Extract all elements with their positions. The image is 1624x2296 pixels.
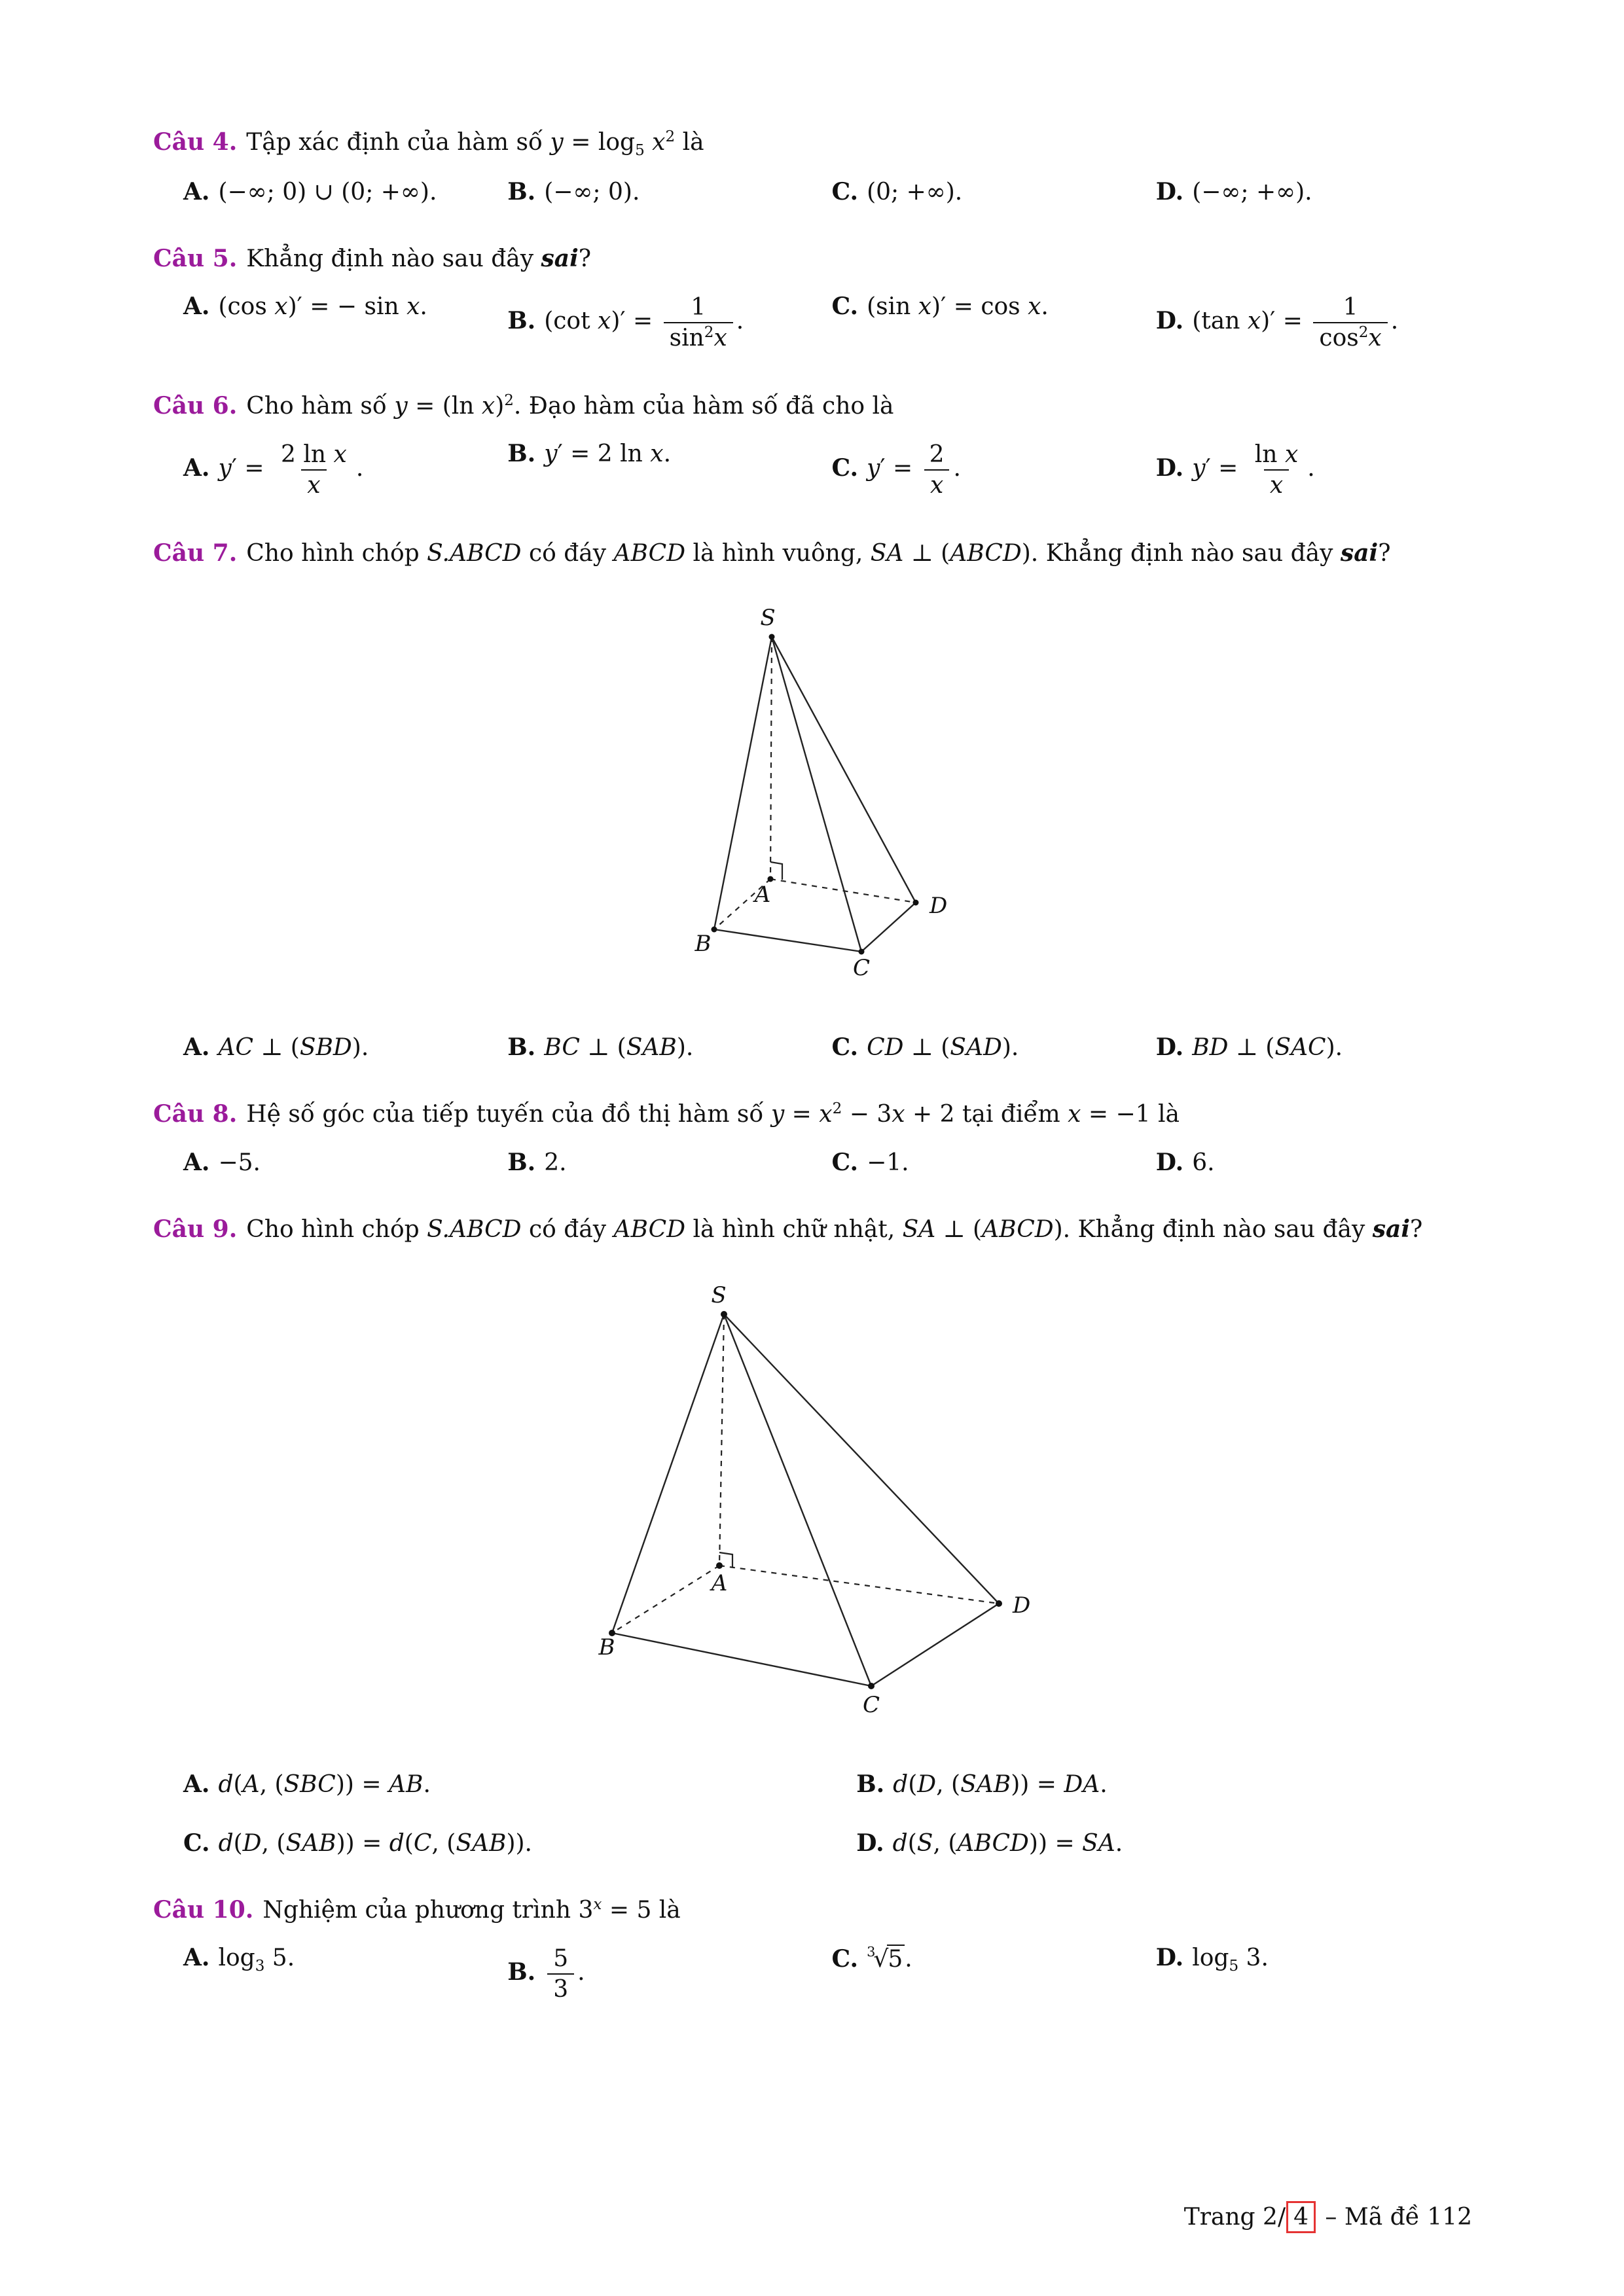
option-body: 2. [544, 1149, 567, 1176]
option-letter: C. [831, 177, 859, 206]
question-9-statement: Cho hình chóp S.ABCD có đáy ABCD là hình chữ nhật, SA ⊥ (ABCD). Khẳng định nào sau đây sai? [246, 1215, 1423, 1243]
question-10-option-c [832, 1944, 1149, 1973]
option-body: BD ⊥ (SAC). [1192, 1034, 1343, 1062]
question-8-text [153, 1095, 1473, 1134]
question-4-statement: Tập xác định của hàm số $y = \log_5 x^2$ là [246, 128, 704, 160]
question-4-text [153, 123, 1473, 164]
option-body: $^3$√5. [867, 1944, 912, 1973]
pyramid-edges-solid [612, 1314, 999, 1686]
question-8-statement: Hệ số góc của tiếp tuyến của đồ thị hàm số $y = x^2 - 3x + 2$ tại điểm x = −1 là [246, 1100, 1180, 1128]
question-10-options [183, 1944, 1473, 2004]
vertex-label-b: B [695, 931, 711, 958]
question-10-label: Câu 10. [153, 1896, 254, 1924]
question-6-text [153, 387, 1473, 425]
vertex-label-a: A [754, 882, 770, 908]
question-9-option-c [183, 1829, 850, 1857]
question-5 [153, 240, 1473, 353]
question-8-option-a [183, 1149, 501, 1176]
option-body: $\log_5 3$. [1192, 1945, 1269, 1975]
question-7-label: Câu 7. [153, 539, 238, 567]
question-5-option-c [832, 293, 1149, 320]
question-6-option-d [1156, 440, 1473, 500]
option-letter: C. [831, 1033, 859, 1062]
question-7-option-c [832, 1033, 1149, 1061]
vertex-label-c: C [852, 955, 870, 982]
option-letter: A. [183, 1148, 210, 1176]
question-6-option-b [507, 440, 825, 467]
question-8-option-d [1156, 1149, 1473, 1176]
vertex-dot-d [912, 900, 918, 906]
option-letter: B. [507, 1958, 536, 1986]
option-letter: D. [1155, 306, 1184, 334]
vertex-label-a: A [711, 1570, 727, 1597]
edge-cd [861, 903, 916, 952]
edge-cd [871, 1604, 999, 1686]
option-letter: A. [183, 1033, 210, 1062]
pyramid-figure-rectangle-base [153, 1284, 1473, 1727]
question-5-label: Câu 5. [153, 244, 238, 272]
option-body: 6. [1192, 1149, 1215, 1176]
question-10-statement: Nghiệm của phương trình $3^x = 5$ là [262, 1896, 681, 1924]
question-7-text [153, 534, 1473, 573]
option-letter: A. [183, 292, 210, 320]
question-6-label: Câu 6. [153, 391, 238, 420]
option-body: (−∞; +∞). [1192, 178, 1312, 206]
option-body: y′ = $\frac{\text{ln x}}{x}$ . [1192, 441, 1315, 499]
option-body: y′ = $\frac{2}{x}$ . [867, 441, 961, 499]
question-4-option-c [832, 178, 1149, 206]
option-body: (−∞; 0). [544, 178, 640, 206]
option-body: (cot x)′ = $\frac{1}{\sin^2x}$ . [544, 293, 744, 351]
option-letter: B. [507, 306, 536, 334]
question-4-option-d [1156, 178, 1473, 206]
question-9 [153, 1210, 1473, 1857]
question-5-options [183, 293, 1473, 353]
edge-sb [612, 1314, 724, 1633]
option-letter: C. [183, 1829, 210, 1857]
question-9-option-d [856, 1829, 1473, 1857]
option-body: (tan x)′ = $\frac{1}{\cos^2x}$ . [1192, 293, 1399, 351]
vertex-labels [694, 605, 947, 981]
vertex-dots [711, 634, 918, 955]
vertex-dot-c [868, 1683, 875, 1689]
question-9-text [153, 1210, 1473, 1249]
option-body: y′ = 2 ln x. [544, 440, 672, 468]
question-4 [153, 123, 1473, 206]
option-body: $\log_3 5$. [218, 1945, 295, 1975]
question-10-text [153, 1891, 1473, 1929]
option-body: d(A, (SBC)) = AB. [218, 1771, 431, 1799]
question-9-label: Câu 9. [153, 1215, 238, 1243]
vertex-labels [598, 1282, 1030, 1718]
edge-sa-hidden [770, 637, 772, 879]
question-6-option-a [183, 440, 501, 500]
question-7-statement: Cho hình chóp S.ABCD có đáy ABCD là hình vuông, SA ⊥ (ABCD). Khẳng định nào sau đây sai? [246, 539, 1391, 567]
option-body: −5. [218, 1149, 261, 1176]
question-6-option-c [832, 440, 1149, 500]
vertex-label-b: B [598, 1634, 615, 1661]
option-body: CD ⊥ (SAD). [867, 1034, 1019, 1062]
option-body: d(D, (SAB)) = DA. [893, 1771, 1108, 1799]
edge-sc [724, 1314, 871, 1686]
question-7-option-d [1156, 1033, 1473, 1061]
question-9-option-b [856, 1770, 1473, 1798]
option-letter: B. [507, 440, 536, 468]
pyramid-edges-solid [714, 637, 916, 952]
option-letter: D. [1155, 1033, 1184, 1062]
vertex-dots [609, 1311, 1002, 1689]
option-body: y′ = $\frac{\text{2 ln x}}{x}$ . [218, 441, 364, 499]
vertex-label-s: S [759, 605, 776, 632]
question-6-options [183, 440, 1473, 500]
question-5-statement: Khẳng định nào sau đây sai? [246, 244, 592, 272]
option-body: (sin x)′ = cos x. [867, 293, 1049, 320]
vertex-dot-b [711, 927, 717, 933]
edge-sd [772, 637, 916, 903]
option-letter: D. [856, 1829, 884, 1857]
option-body: BC ⊥ (SAB). [544, 1034, 694, 1062]
footer-exam-code: – Mã đề 112 [1317, 2203, 1472, 2231]
page-total-box: 4 [1286, 2201, 1316, 2233]
vertex-dot-a [716, 1562, 723, 1569]
option-letter: A. [183, 454, 210, 482]
question-8-option-b [507, 1149, 825, 1176]
question-10 [153, 1891, 1473, 2004]
vertex-label-d: D [929, 893, 947, 920]
option-letter: D. [1155, 454, 1184, 482]
edge-sd [724, 1314, 999, 1604]
question-5-text [153, 240, 1473, 278]
question-10-option-d [1156, 1944, 1473, 1975]
option-letter: C. [831, 292, 859, 320]
option-letter: A. [183, 177, 210, 206]
option-body: $\frac{5}{3}$ . [544, 1959, 585, 1986]
option-letter: C. [831, 454, 859, 482]
pyramid-edges-hidden [612, 1314, 999, 1633]
question-8-label: Câu 8. [153, 1100, 238, 1128]
pyramid-svg-q9 [594, 1284, 1034, 1721]
question-8-option-c [832, 1149, 1149, 1176]
option-letter: C. [831, 1148, 859, 1176]
question-4-option-a [183, 178, 501, 206]
question-7-option-a [183, 1033, 501, 1061]
edge-sa-hidden [719, 1314, 724, 1566]
question-8 [153, 1095, 1473, 1175]
pyramid-svg-q7 [673, 605, 954, 984]
option-letter: B. [856, 1770, 885, 1799]
vertex-label-c: C [862, 1692, 880, 1719]
pyramid-figure-square-base [153, 605, 1473, 990]
pyramid-edges-hidden [714, 637, 916, 929]
vertex-dot-s [768, 634, 774, 640]
vertex-dot-s [721, 1311, 727, 1318]
option-letter: B. [507, 1033, 536, 1062]
question-7-options [183, 1033, 1473, 1061]
question-10-option-b [507, 1944, 825, 2004]
question-7-option-b [507, 1033, 825, 1061]
edge-bc [714, 929, 861, 952]
edge-sc [772, 637, 861, 952]
question-6-statement: Cho hàm số y = (ln x)$^2$. Đạo hàm của hàm số đã cho là [246, 391, 894, 420]
question-4-option-b [507, 178, 825, 206]
option-body: (−∞; 0) ∪ (0; +∞). [218, 178, 437, 206]
option-body: −1. [867, 1149, 909, 1176]
option-body: (cos x)′ = − sin x. [218, 293, 427, 320]
option-body: (0; +∞). [867, 178, 963, 206]
vertex-dot-d [996, 1600, 1002, 1607]
footer-page-prefix: Trang 2/ [1183, 2203, 1286, 2231]
option-body: d(D, (SAB)) = d(C, (SAB)). [218, 1830, 532, 1857]
vertex-label-s: S [710, 1282, 727, 1309]
question-5-option-b [507, 293, 825, 353]
option-body: d(S, (ABCD)) = SA. [892, 1830, 1123, 1857]
vertex-label-d: D [1012, 1592, 1030, 1619]
option-letter: B. [507, 177, 536, 206]
page-footer [1184, 2201, 1472, 2233]
option-letter: C. [831, 1945, 859, 1973]
question-10-option-a [183, 1944, 501, 1975]
question-4-label: Câu 4. [153, 128, 238, 156]
edge-ad-hidden [719, 1566, 999, 1604]
option-letter: A. [183, 1944, 210, 1972]
question-9-option-a [183, 1770, 850, 1798]
option-letter: D. [1155, 1944, 1184, 1972]
question-5-option-d [1156, 293, 1473, 353]
question-7 [153, 534, 1473, 1061]
edge-ab-hidden [612, 1566, 719, 1633]
option-letter: D. [1155, 177, 1184, 206]
option-body: AC ⊥ (SBD). [218, 1034, 369, 1062]
question-8-options [183, 1149, 1473, 1176]
question-6 [153, 387, 1473, 500]
question-4-options [183, 178, 1473, 206]
option-letter: B. [507, 1148, 536, 1176]
option-letter: A. [183, 1770, 210, 1799]
question-9-options [183, 1770, 1473, 1857]
edge-ad-hidden [770, 879, 916, 903]
vertex-dot-c [858, 949, 864, 955]
question-5-option-a [183, 293, 501, 320]
edge-bc [612, 1633, 871, 1686]
option-letter: D. [1155, 1148, 1184, 1176]
